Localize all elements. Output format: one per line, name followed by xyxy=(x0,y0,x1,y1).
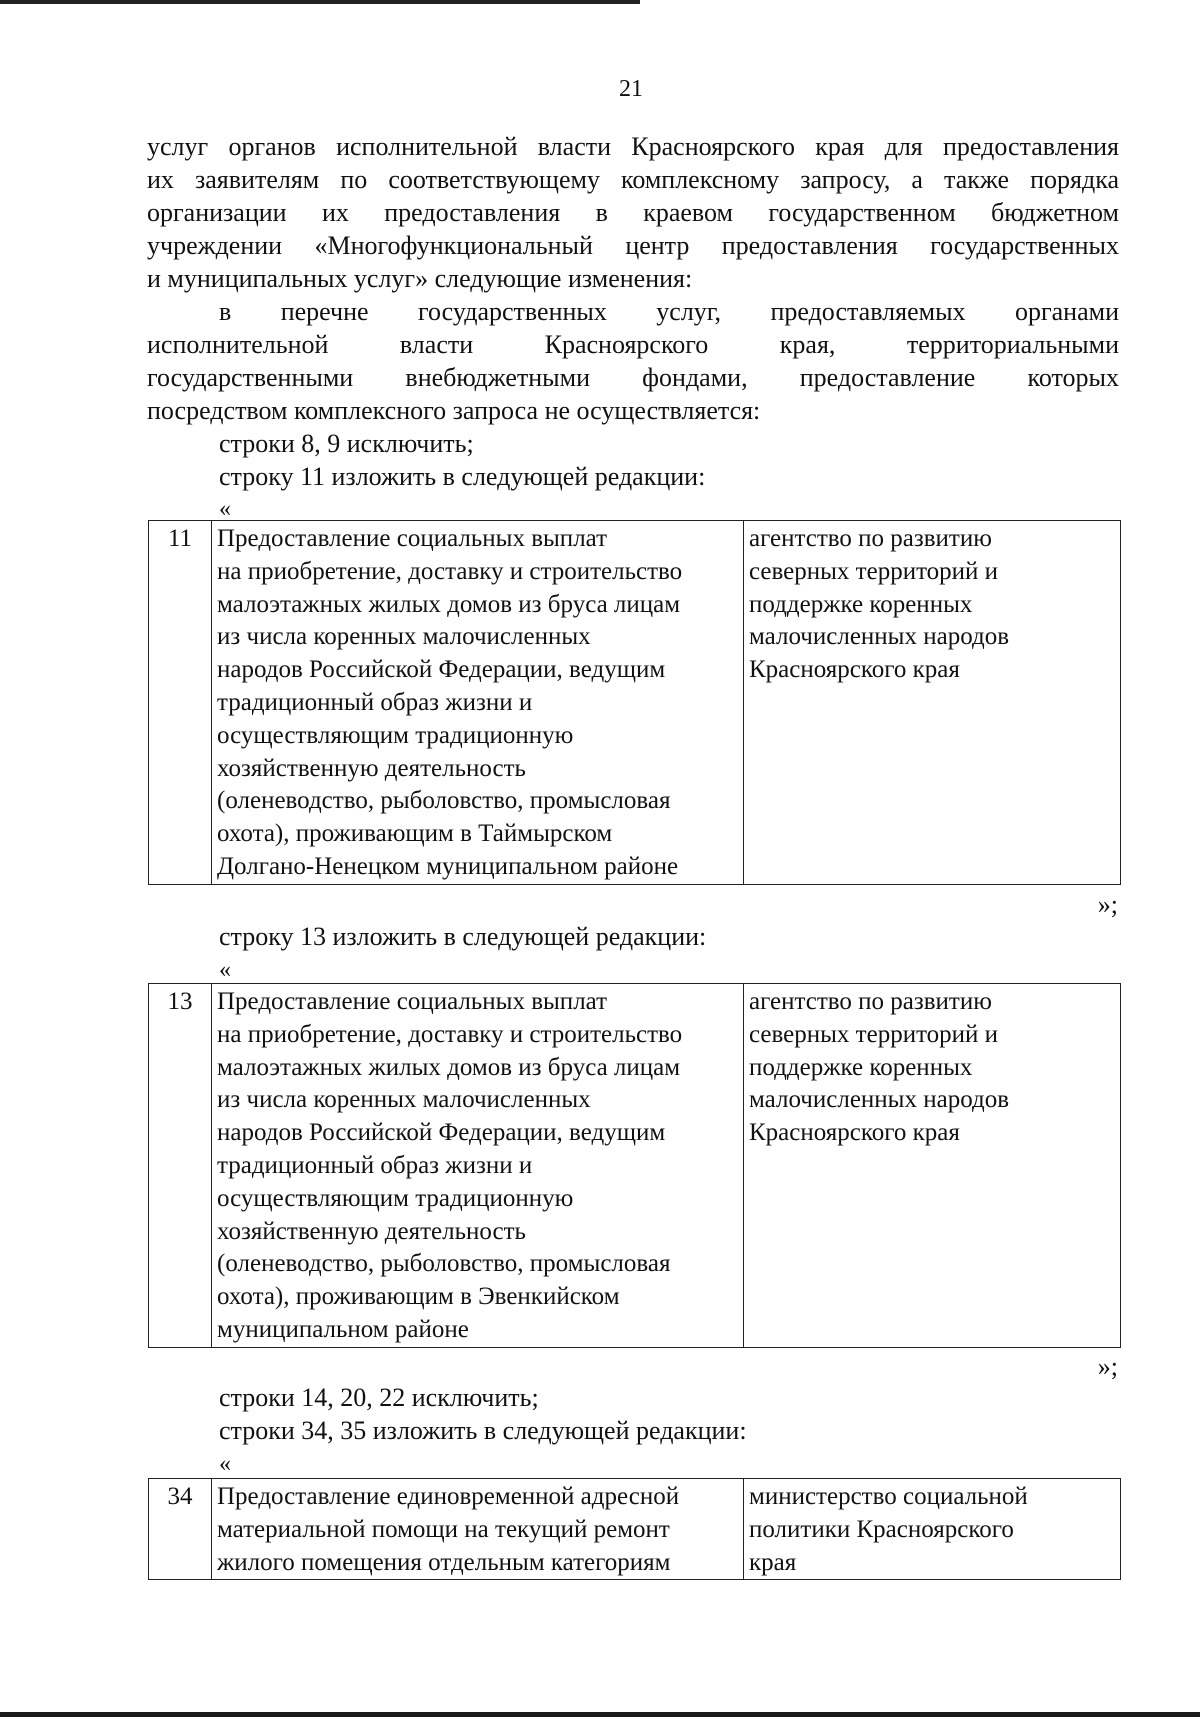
service-line: жилого помещения отдельным категориям xyxy=(217,1548,671,1576)
instruction-line: строки 14, 20, 22 исключить; xyxy=(219,1383,539,1412)
amendment-table-row-34 xyxy=(148,1478,1121,1580)
service-line: малоэтажных жилых домов из бруса лицам xyxy=(217,1053,681,1081)
agency-line: Красноярского края xyxy=(749,656,960,684)
amendment-table-row-13 xyxy=(148,983,1121,1348)
scan-edge-top xyxy=(0,0,640,4)
agency-cell xyxy=(744,1479,1121,1580)
row-number: 11 xyxy=(149,521,212,885)
agency-line: северных территорий и xyxy=(749,1020,999,1048)
scan-edge-bottom xyxy=(0,1712,1200,1717)
intro-line: учреждении «Многофункциональный центр предоставления государственных xyxy=(147,231,1119,260)
close-quote: »; xyxy=(1097,1352,1118,1381)
service-cell xyxy=(212,984,744,1348)
agency-line: поддержке коренных xyxy=(749,1053,973,1081)
open-quote: « xyxy=(219,496,231,522)
service-line: хозяйственную деятельность xyxy=(217,754,526,782)
agency-line: малочисленных народов xyxy=(749,1086,1009,1114)
service-cell xyxy=(212,521,744,885)
row-number: 13 xyxy=(149,984,212,1348)
intro-line: и муниципальных услуг» следующие изменения: xyxy=(147,264,693,293)
service-line: Предоставление социальных выплат xyxy=(217,988,608,1015)
open-quote: « xyxy=(219,1451,231,1477)
service-line: (оленеводство, рыболовство, промысловая xyxy=(217,787,671,815)
agency-line: политики Красноярского xyxy=(749,1515,1014,1543)
table-row xyxy=(149,521,1121,885)
service-line: из числа коренных малочисленных xyxy=(217,1086,591,1114)
service-line: хозяйственную деятельность xyxy=(217,1217,526,1245)
intro-line: их заявителям по соответствующему комплексному запросу, а также порядка xyxy=(147,165,1119,194)
agency-line: агентство по развитию xyxy=(749,525,992,552)
service-line: (оленеводство, рыболовство, промысловая xyxy=(217,1250,671,1278)
service-line: Предоставление единовременной адресной xyxy=(217,1483,680,1510)
list-intro-line: в перечне государственных услуг, предоставляемых органами xyxy=(219,297,1119,326)
agency-line: северных территорий и xyxy=(749,557,999,585)
intro-line: услуг органов исполнительной власти Красноярского края для предоставления xyxy=(147,132,1119,161)
service-cell xyxy=(212,1479,744,1580)
service-line: народов Российской Федерации, ведущим xyxy=(217,656,666,684)
service-line: осуществляющим традиционную xyxy=(217,721,574,749)
service-line: материальной помощи на текущий ремонт xyxy=(217,1515,670,1543)
instruction-line: строку 13 изложить в следующей редакции: xyxy=(219,922,707,951)
list-intro-line: посредством комплексного запроса не осуществляется: xyxy=(147,396,761,425)
agency-cell xyxy=(744,521,1121,885)
instruction-line: строку 11 изложить в следующей редакции: xyxy=(219,462,706,491)
agency-line: поддержке коренных xyxy=(749,590,973,618)
instruction-line: строки 8, 9 исключить; xyxy=(219,429,474,458)
agency-line: Красноярского края xyxy=(749,1119,960,1147)
amendment-table-row-11 xyxy=(148,520,1121,885)
agency-line: министерство социальной xyxy=(749,1483,1028,1510)
open-quote: « xyxy=(219,957,231,983)
intro-line: организации их предоставления в краевом государственном бюджетном xyxy=(147,198,1119,227)
service-line: из числа коренных малочисленных xyxy=(217,623,591,651)
service-line: Долгано-Ненецком муниципальном районе xyxy=(217,852,679,880)
page-number: 21 xyxy=(619,76,643,102)
service-line: Предоставление социальных выплат xyxy=(217,525,608,552)
service-line: осуществляющим традиционную xyxy=(217,1184,574,1212)
service-line: муниципальном районе xyxy=(217,1315,469,1343)
service-line: традиционный образ жизни и xyxy=(217,688,533,716)
agency-line: малочисленных народов xyxy=(749,623,1009,651)
agency-cell xyxy=(744,984,1121,1348)
agency-line: края xyxy=(749,1548,797,1576)
table-row xyxy=(149,1479,1121,1580)
agency-line: агентство по развитию xyxy=(749,988,992,1015)
service-line: малоэтажных жилых домов из бруса лицам xyxy=(217,590,681,618)
service-line: народов Российской Федерации, ведущим xyxy=(217,1119,666,1147)
service-line: охота), проживающим в Таймырском xyxy=(217,820,613,848)
instruction-line: строки 34, 35 изложить в следующей редакции: xyxy=(219,1416,747,1445)
list-intro-line: государственными внебюджетными фондами, предоставление которых xyxy=(147,363,1119,392)
service-line: на приобретение, доставку и строительство xyxy=(217,557,683,585)
service-line: на приобретение, доставку и строительство xyxy=(217,1020,683,1048)
list-intro-line: исполнительной власти Красноярского края, территориальными xyxy=(147,330,1119,359)
table-row xyxy=(149,984,1121,1348)
service-line: охота), проживающим в Эвенкийском xyxy=(217,1283,620,1311)
row-number: 34 xyxy=(149,1479,212,1580)
service-line: традиционный образ жизни и xyxy=(217,1151,533,1179)
close-quote: »; xyxy=(1097,890,1118,919)
